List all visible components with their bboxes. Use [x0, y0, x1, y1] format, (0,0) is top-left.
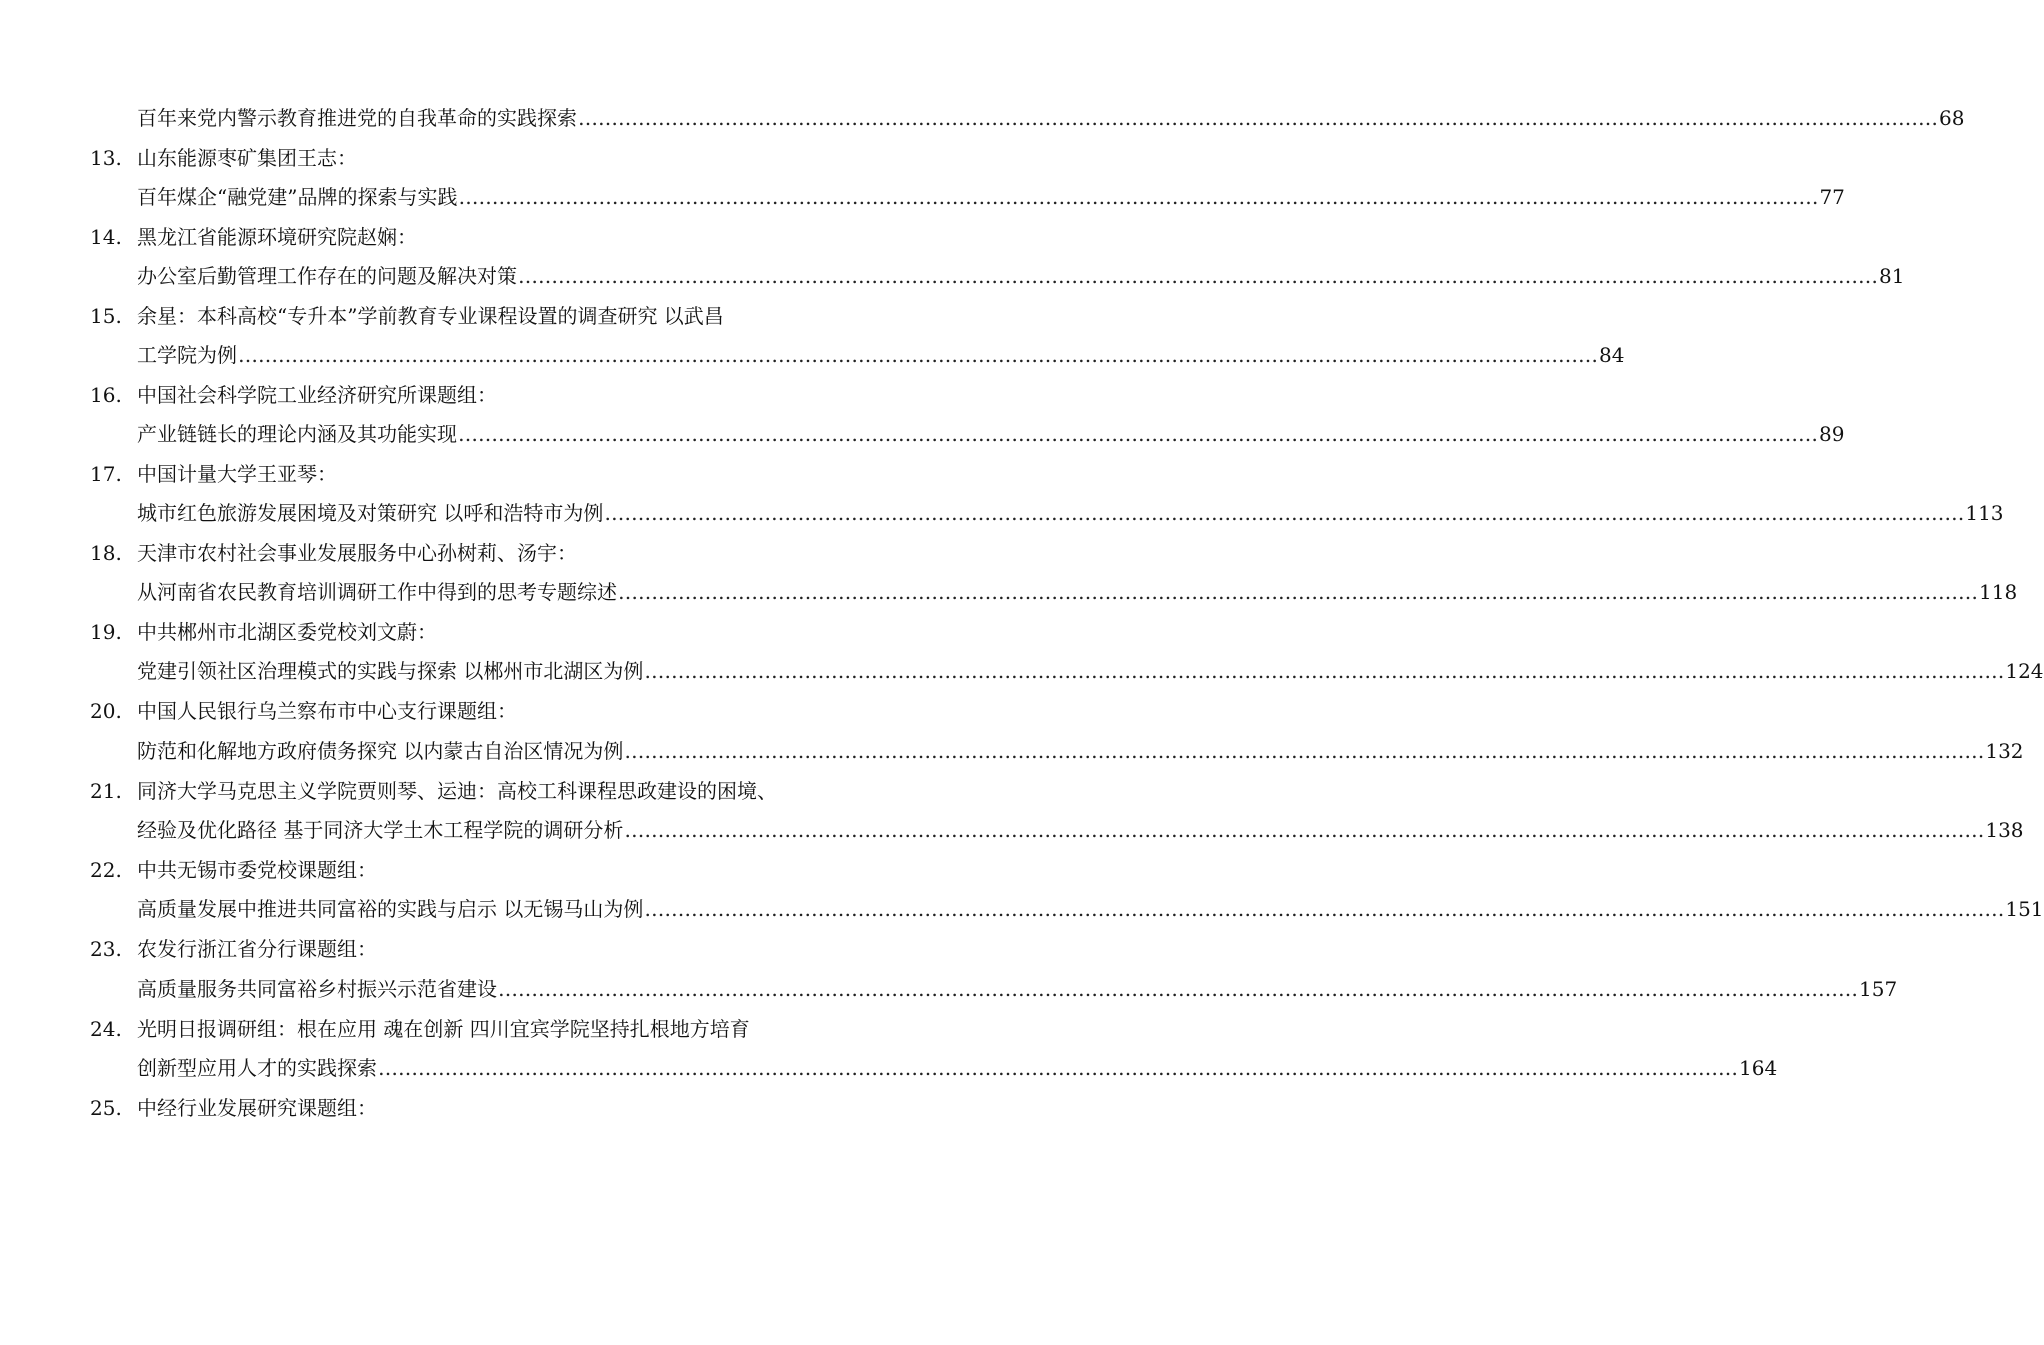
toc-entry[interactable]	[137, 894, 2044, 924]
page-number: 113	[1965, 501, 2004, 525]
toc-entry[interactable]	[137, 182, 1845, 212]
dot-leader: ……………………………………………………………………………………………………………………………………………………………………………………	[624, 739, 1985, 763]
entry-title: 产业链链长的理论内涵及其功能实现	[137, 422, 457, 446]
item-number: 23.	[90, 937, 122, 961]
item-heading: 中经行业发展研究课题组：	[137, 1096, 377, 1120]
page-number: 68	[1939, 106, 1965, 130]
toc-entry[interactable]	[137, 577, 2018, 607]
item-heading: 中共无锡市委党校课题组：	[137, 858, 377, 882]
toc-entry[interactable]	[137, 498, 2004, 528]
page-number: 157	[1859, 977, 1898, 1001]
item-heading: 黑龙江省能源环境研究院赵娴：	[137, 225, 417, 249]
entry-title: 防范和化解地方政府债务探究 以内蒙古自治区情况为例	[137, 739, 624, 763]
dot-leader: ……………………………………………………………………………………………………………………………………………………………………………………	[518, 264, 1878, 288]
page-number: 81	[1879, 264, 1905, 288]
item-heading: 余星：本科高校“专升本”学前教育专业课程设置的调查研究 以武昌	[137, 304, 724, 328]
entry-title: 工学院为例	[137, 343, 237, 367]
item-number: 21.	[90, 779, 122, 803]
toc-entry[interactable]	[137, 261, 1905, 291]
item-heading: 中国人民银行乌兰察布市中心支行课题组：	[137, 699, 517, 723]
toc-entry[interactable]	[137, 419, 1845, 449]
item-number: 17.	[90, 462, 122, 486]
toc-entry[interactable]	[137, 1053, 1778, 1083]
entry-title: 百年煤企“融党建”品牌的探索与实践	[137, 185, 458, 209]
entry-title: 高质量发展中推进共同富裕的实践与启示 以无锡马山为例	[137, 897, 644, 921]
item-number: 18.	[90, 541, 122, 565]
item-number: 16.	[90, 383, 122, 407]
dot-leader: ……………………………………………………………………………………………………………………………………………………………………………………	[458, 185, 1819, 209]
page-number: 164	[1739, 1056, 1778, 1080]
item-number: 25.	[90, 1096, 122, 1120]
toc-entry[interactable]	[137, 103, 1965, 133]
dot-leader: ……………………………………………………………………………………………………………………………………………………………………………………	[578, 106, 1938, 130]
page-number: 138	[1985, 818, 2024, 842]
page-number: 124	[2005, 659, 2044, 683]
page-number: 77	[1819, 185, 1845, 209]
page-number: 84	[1599, 343, 1625, 367]
item-number: 14.	[90, 225, 122, 249]
entry-title: 创新型应用人才的实践探索	[137, 1056, 377, 1080]
entry-title: 党建引领社区治理模式的实践与探索 以郴州市北湖区为例	[137, 659, 644, 683]
item-heading: 中共郴州市北湖区委党校刘文蔚：	[137, 620, 437, 644]
entry-title: 高质量服务共同富裕乡村振兴示范省建设	[137, 977, 497, 1001]
dot-leader: ……………………………………………………………………………………………………………………………………………………………………………………	[498, 977, 1858, 1001]
entry-title: 办公室后勤管理工作存在的问题及解决对策	[137, 264, 517, 288]
item-number: 24.	[90, 1017, 122, 1041]
page-number: 132	[1985, 739, 2024, 763]
toc-entry[interactable]	[137, 340, 1625, 370]
entry-title: 从河南省农民教育培训调研工作中得到的思考专题综述	[137, 580, 617, 604]
toc-entry[interactable]	[137, 974, 1898, 1004]
entry-title: 百年来党内警示教育推进党的自我革命的实践探索	[137, 106, 577, 130]
item-heading: 中国计量大学王亚琴：	[137, 462, 337, 486]
entry-title: 经验及优化路径 基于同济大学土木工程学院的调研分析	[137, 818, 624, 842]
page-number: 118	[1979, 580, 2018, 604]
item-number: 19.	[90, 620, 122, 644]
item-number: 13.	[90, 146, 122, 170]
dot-leader: ……………………………………………………………………………………………………………………………………………………………………………………	[378, 1056, 1738, 1080]
item-heading: 光明日报调研组：根在应用 魂在创新 四川宜宾学院坚持扎根地方培育	[137, 1017, 750, 1041]
item-number: 22.	[90, 858, 122, 882]
dot-leader: ……………………………………………………………………………………………………………………………………………………………………………………	[618, 580, 1978, 604]
dot-leader: ……………………………………………………………………………………………………………………………………………………………………………………	[644, 659, 2005, 683]
dot-leader: ……………………………………………………………………………………………………………………………………………………………………………………	[238, 343, 1598, 367]
dot-leader: ……………………………………………………………………………………………………………………………………………………………………………………	[624, 818, 1985, 842]
dot-leader: ……………………………………………………………………………………………………………………………………………………………………………………	[604, 501, 1965, 525]
dot-leader: ……………………………………………………………………………………………………………………………………………………………………………………	[458, 422, 1818, 446]
item-heading: 同济大学马克思主义学院贾则琴、运迪：高校工科课程思政建设的困境、	[137, 779, 777, 803]
dot-leader: ……………………………………………………………………………………………………………………………………………………………………………………	[644, 897, 2005, 921]
item-heading: 中国社会科学院工业经济研究所课题组：	[137, 383, 497, 407]
toc-entry[interactable]	[137, 736, 2024, 766]
item-heading: 农发行浙江省分行课题组：	[137, 937, 377, 961]
page-number: 89	[1819, 422, 1845, 446]
toc-entry[interactable]	[137, 815, 2024, 845]
entry-title: 城市红色旅游发展困境及对策研究 以呼和浩特市为例	[137, 501, 604, 525]
item-heading: 天津市农村社会事业发展服务中心孙树莉、汤宇：	[137, 541, 577, 565]
item-number: 15.	[90, 304, 122, 328]
toc-entry[interactable]	[137, 656, 2044, 686]
page-number: 151	[2005, 897, 2044, 921]
item-heading: 山东能源枣矿集团王志：	[137, 146, 357, 170]
item-number: 20.	[90, 699, 122, 723]
